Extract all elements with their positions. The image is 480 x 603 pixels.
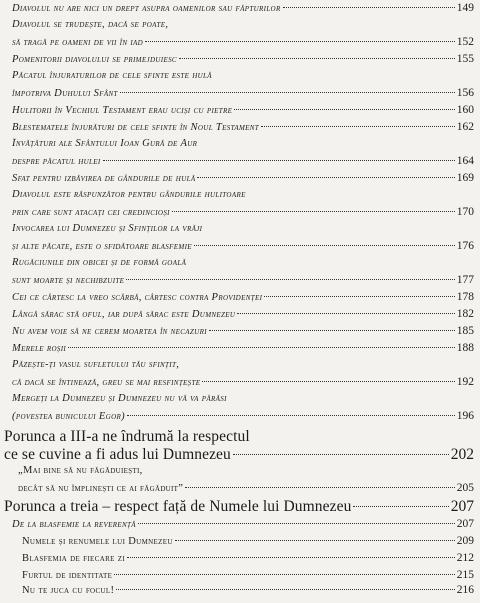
toc-entry-title: și alte păcate, este o sfidătoare blasfemie: [12, 241, 192, 252]
toc-entry-title: De la blasfemie la reverență: [12, 519, 136, 530]
dot-leader: [145, 41, 455, 42]
toc-entry-page: 196: [456, 410, 474, 422]
toc-entry: [12, 240, 474, 252]
dot-leader: [283, 7, 455, 8]
toc-entry-page: 178: [456, 291, 474, 303]
toc-entry-title: Lângă sărac stă oful, iar după sărac este Dumnezeu: [12, 309, 236, 320]
toc-entry-title: împotriva Duhului Sfânt: [12, 88, 118, 99]
toc-entry-title: Păzește-ți vasul sufletului tău sfințit,: [12, 359, 180, 370]
toc-chapter-heading: [4, 428, 474, 446]
dot-leader: [234, 109, 454, 110]
dot-leader: [127, 557, 455, 558]
dot-leader: [179, 58, 455, 59]
toc-entry-title: decât să nu împlinești ce ai făgăduit”: [18, 483, 184, 494]
toc-entry: [12, 189, 474, 200]
toc-entry: [12, 87, 474, 99]
toc-entry-page: 177: [456, 274, 474, 286]
toc-entry-page: 205: [456, 482, 474, 494]
dot-leader: [127, 415, 455, 416]
toc-entry: [22, 584, 474, 596]
dot-leader: [103, 160, 455, 161]
toc-entry: [12, 308, 474, 320]
toc-entry: [12, 19, 474, 30]
toc-entry-title: (povestea bunicului Egor): [12, 411, 125, 422]
toc-entry: [12, 291, 474, 303]
toc-entry-page: 162: [456, 121, 474, 133]
toc-entry: [12, 518, 474, 530]
dot-leader: [114, 574, 455, 575]
toc-entry-title: Nu te juca cu focul!: [22, 585, 115, 596]
dot-leader: [116, 589, 454, 590]
toc-entry-title: Hulitorii în Vechiul Testament erau uciși cu pietre: [12, 105, 233, 116]
toc-entry-title: Blasfemia de fiecare zi: [22, 553, 126, 564]
toc-entry-title: Rugăciunile din obicei și de formă goală: [12, 257, 187, 268]
toc-entry-page: 215: [456, 569, 474, 581]
toc-entry-title: prin care sunt atacați cei credincioși: [12, 207, 170, 218]
toc-entry: [12, 257, 474, 268]
toc-entry: [12, 53, 474, 65]
dot-leader: [68, 347, 455, 348]
dot-leader: [264, 296, 454, 297]
toc-entry-title: Învățături ale Sfântului Ioan Gură de Aur: [12, 138, 198, 149]
toc-entry-page: 176: [456, 240, 474, 252]
toc-entry-title: că dacă se întinează, greu se mai resfințește: [12, 377, 201, 388]
toc-entry-title: Numele și renumele lui Dumnezeu: [22, 536, 173, 547]
toc-chapter-title: Porunca a treia – respect față de Numele lui Dumnezeu: [4, 498, 352, 515]
toc-entry-page: 209: [456, 535, 474, 547]
toc-entry-title: sunt moarte și nechibzuite: [12, 275, 125, 286]
toc-entry-title: Diavolul se trudește, dacă se poate,: [12, 19, 169, 30]
dot-leader: [120, 92, 455, 93]
toc-entry-title: Sfat pentru izbăvirea de gândurile de hulă: [12, 173, 196, 184]
dot-leader: [202, 381, 454, 382]
dot-leader: [261, 126, 455, 127]
toc-entry: [22, 569, 474, 581]
toc-chapter-page: 207: [450, 498, 474, 515]
toc-entry: [12, 2, 474, 14]
toc-entry: [18, 465, 474, 476]
toc-entry-page: 155: [456, 53, 474, 65]
dot-leader: [138, 523, 455, 524]
toc-entry-page: 169: [456, 172, 474, 184]
dot-leader: [209, 330, 455, 331]
dot-leader: [237, 313, 454, 314]
toc-entry-page: 182: [456, 308, 474, 320]
toc-entry-title: „Mai bine să nu făgăduiești,: [18, 465, 143, 476]
toc-entry-page: 164: [456, 155, 474, 167]
toc-entry-title: Invocarea lui Dumnezeu și Sfinților la vrăji: [12, 223, 203, 234]
toc-entry-page: 192: [456, 376, 474, 388]
toc-entry-title: Păcatul înjuraturilor de cele sfinte este hulă: [12, 70, 212, 81]
toc-entry-title: despre păcatul hulei: [12, 156, 101, 167]
toc-entry-title: Cei ce cârtesc la vreo scârbă, cârtesc contra Providenței: [12, 292, 263, 303]
toc-entry: [12, 70, 474, 81]
toc-entry: [12, 104, 474, 116]
toc-entry-page: 160: [456, 104, 474, 116]
toc-entry: [12, 342, 474, 354]
toc-entry: [22, 535, 474, 547]
toc-entry-page: 216: [456, 584, 474, 596]
toc-entry: [12, 36, 474, 48]
toc-entry: [12, 138, 474, 149]
toc-entry: [12, 274, 474, 286]
dot-leader: [194, 245, 455, 246]
toc-entry-title: Diavolul este răspunzător pentru gândurile hulitoare: [12, 189, 246, 200]
toc-entry-page: 170: [456, 206, 474, 218]
toc-entry-title: Nu avem voie să ne cerem moartea în necazuri: [12, 326, 207, 337]
toc-entry-page: 207: [456, 518, 474, 530]
dot-leader: [172, 211, 455, 212]
toc-entry: [12, 410, 474, 422]
toc-entry: [22, 552, 474, 564]
dot-leader: [233, 454, 449, 455]
toc-entry: [12, 359, 474, 370]
dot-leader: [353, 506, 448, 507]
toc-entry: [12, 223, 474, 234]
toc-entry: [12, 325, 474, 337]
toc-entry: [12, 172, 474, 184]
toc-entry: [12, 121, 474, 133]
toc-entry: [12, 376, 474, 388]
toc-entry: [12, 393, 474, 404]
toc-entry-page: 185: [456, 325, 474, 337]
dot-leader: [185, 487, 455, 488]
dot-leader: [197, 177, 454, 178]
toc-chapter-page: 202: [450, 446, 474, 463]
toc-entry-page: 212: [456, 552, 474, 564]
toc-entry-page: 188: [456, 342, 474, 354]
toc-chapter-title: Porunca a III-a ne îndrumă la respectul: [4, 428, 250, 445]
toc-entry-title: să tragă pe oameni de vii în iad: [12, 37, 144, 48]
dot-leader: [175, 540, 455, 541]
toc-entry-page: 149: [456, 2, 474, 14]
toc-entry-page: 156: [456, 87, 474, 99]
toc-entry: [18, 482, 474, 494]
toc-entry-title: Merele roșii: [12, 343, 67, 354]
dot-leader: [126, 279, 454, 280]
toc-entry-title: Mergeți la Dumnezeu și Dumnezeu nu vă va părăsi: [12, 393, 227, 404]
toc-chapter-title: ce se cuvine a fi adus lui Dumnezeu: [4, 446, 231, 463]
toc-entry: [12, 155, 474, 167]
toc-entry: [12, 206, 474, 218]
toc-entry-title: Diavolul nu are nici un drept asupra oamenilor sau făpturilor: [12, 3, 281, 14]
toc-chapter-heading: [4, 498, 474, 516]
toc-entry-title: Pomenitorii diavolului se primejduiesc: [12, 54, 177, 65]
toc-entry-page: 152: [456, 36, 474, 48]
toc-chapter-heading: [4, 446, 474, 464]
toc-entry-title: Furtul de identitate: [22, 570, 113, 581]
toc-entry-title: Blestematele înjurături de cele sfinte în Noul Testament: [12, 122, 260, 133]
